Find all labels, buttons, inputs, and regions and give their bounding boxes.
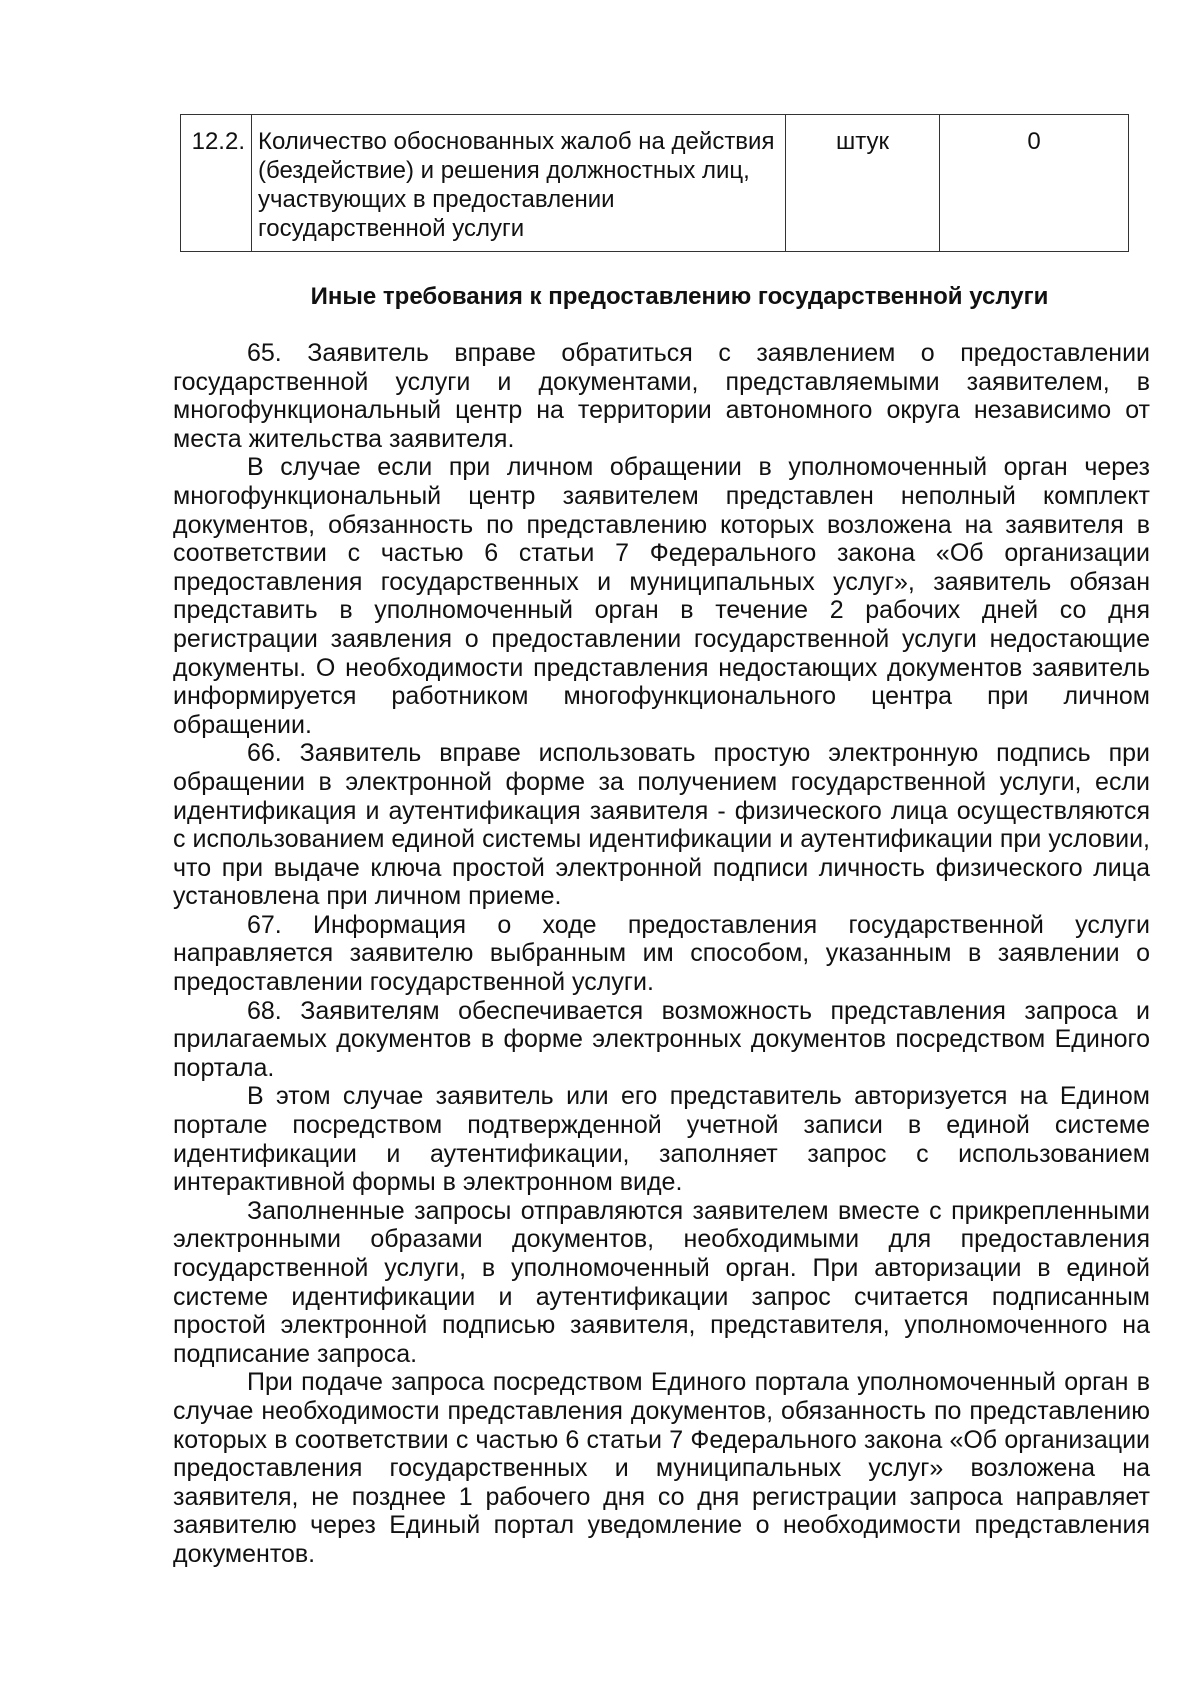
row-value: 0 <box>940 115 1129 252</box>
paragraph-67: 67. Информация о ходе предоставления государственной услуги направляется заявителю выбранным им способом, указанным в заявлении о предоставлении государственной услуги. <box>173 910 1150 997</box>
paragraph-66: 66. Заявитель вправе использовать простую электронную подпись при обращении в электронной форме за получением государственной услуги, если идентификация и аутентификация заявителя - физического лица осуществляются с использованием единой системы идентификации и аутентификации при условии, что при выдаче ключа простой электронной подписи личность физического лица установлена при личном приеме. <box>173 739 1150 911</box>
paragraph-68-notification: При подаче запроса посредством Единого портала уполномоченный орган в случае необходимости представления документов, обязанность по представлению которых в соответствии с частью 6 статьи 7 Федерального закона «Об организации предоставления государственных и муниципальных услуг» возложена на заявителя, не позднее 1 рабочего дня со дня регистрации запроса направляет заявителю через Единый портал уведомление о необходимости представления документов. <box>173 1368 1150 1568</box>
paragraph-68-submission: Заполненные запросы отправляются заявителем вместе с прикрепленными электронными образами документов, необходимыми для предоставления государственной услуги, в уполномоченный орган. При авторизации в единой системе идентификации и аутентификации запрос считается подписанным простой электронной подписью заявителя, представителя, уполномоченного на подписание запроса. <box>173 1196 1150 1368</box>
paragraph-68: 68. Заявителям обеспечивается возможность представления запроса и прилагаемых документов в форме электронных документов посредством Единого портала. <box>173 996 1150 1082</box>
paragraph-65-continuation: В случае если при личном обращении в уполномоченный орган через многофункциональный центр заявителем представлен неполный комплект документов, обязанность по представлению которых возложена на заявителя в соответствии с частью 6 статьи 7 Федерального закона «Об организации предоставления государственных и муниципальных услуг», заявитель обязан представить в уполномоченный орган в течение 2 рабочих дней со дня регистрации заявления о предоставлении государственной услуги недостающие документы. О необходимости представления недостающих документов заявитель информируется работником многофункционального центра при личном обращении. <box>173 453 1150 739</box>
section-heading: Иные требования к предоставлению государственной услуги <box>310 283 1049 310</box>
table-row <box>181 115 1129 252</box>
section-body <box>173 339 1150 1569</box>
row-number: 12.2. <box>181 115 252 252</box>
paragraph-68-authorization: В этом случае заявитель или его представитель авторизуется на Едином портале посредством подтвержденной учетной записи в единой системе идентификации и аутентификации, заполняет запрос с использованием интерактивной формы в электронном виде. <box>173 1082 1150 1197</box>
row-unit: штук <box>786 115 940 252</box>
row-description: Количество обоснованных жалоб на действия (бездействие) и решения должностных лиц, участвующих в предоставлении государственной услуги <box>252 115 786 252</box>
indicator-table <box>180 114 1129 252</box>
paragraph-65: 65. Заявитель вправе обратиться с заявлением о предоставлении государственной услуги и документами, представляемыми заявителем, в многофункциональный центр на территории автономного округа независимо от места жительства заявителя. <box>173 339 1150 453</box>
